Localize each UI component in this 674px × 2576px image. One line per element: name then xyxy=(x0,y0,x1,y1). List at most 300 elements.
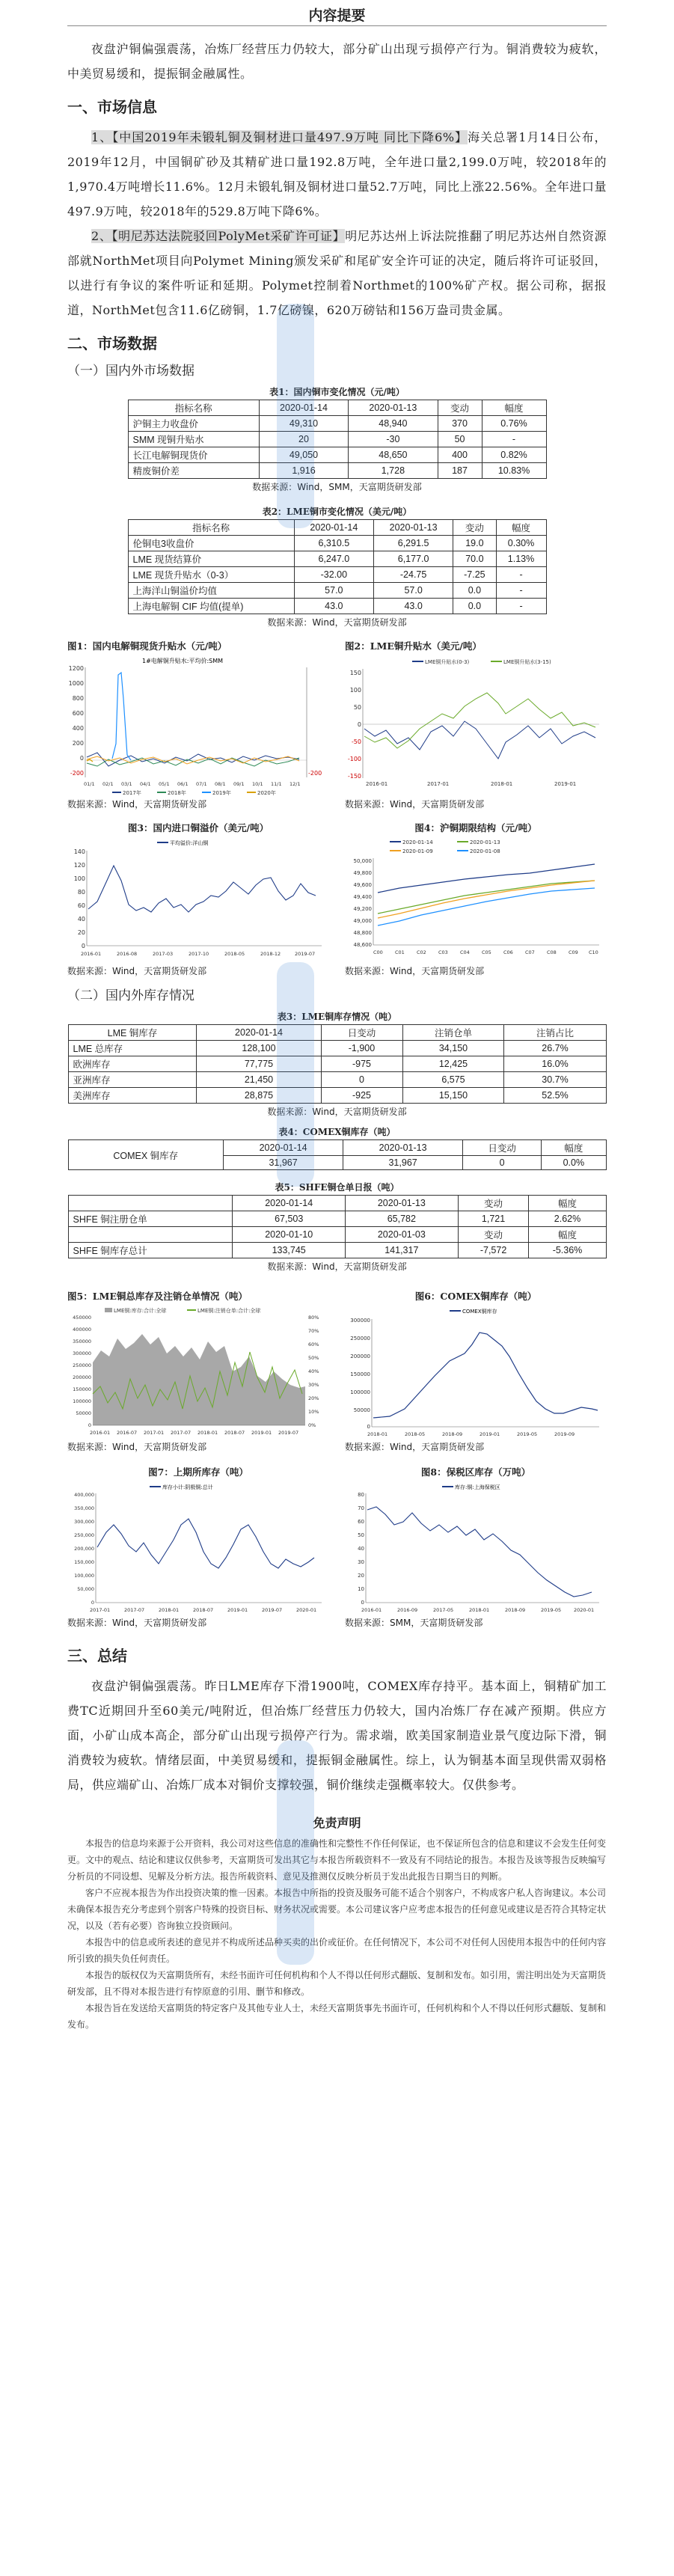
y-tick-right: 70% xyxy=(308,1328,319,1334)
y-tick: 1200 xyxy=(68,665,84,672)
x-tick: C03 xyxy=(438,949,448,955)
disclaimer-paragraph: 客户不应视本报告为作出投资决策的惟一因素。本报告中所指的投资及服务可能不适合个别客户，不构成客户私人咨询建议。本公司未确保本报告充分考虑到个别客户特殊的投资目标、财务状况或需要。本公司建议客户应考虑本报告的任何意见或建议是否符合其特定状况，以及（若有必要）咨询独立投资顾问。 xyxy=(67,1888,607,1931)
y-tick: 600 xyxy=(72,710,84,717)
y-tick: 48,600 xyxy=(353,942,372,948)
y-tick: 40 xyxy=(358,1546,364,1552)
y-tick: 50,000 xyxy=(77,1586,94,1592)
subsection-market-data: （一）国内外市场数据 xyxy=(67,364,194,379)
conclusion-text: 夜盘沪铜偏强震荡。昨日LME库存下滑1900吨，COMEX库存持平。基本面上，铜精矿加工费TC近期回升至60美元/吨附近，但冶炼厂经营压力仍较大，国内冶炼厂存在减产预期。供应方面，小矿山成本高企，部分矿山出现亏损停产行为。需求端，欧美国家制造业景气度边际下滑，铜消费较为疲软。情绪层面，中美贸易缓和，提振铜金融属性。综上，认为铜基本面呈现供需双弱格局，供应端矿山、冶炼厂成本对铜价支撑较强，铜价继续走强概率较大。仅供参考。 xyxy=(67,1679,607,1792)
x-tick: 01/1 xyxy=(84,781,95,787)
table1-source: 数据来源：Wind，SMM，天富期货研发部 xyxy=(252,482,422,492)
table-header: 指标名称 xyxy=(128,400,259,416)
section-summary: 三、总结 xyxy=(67,1647,127,1665)
table-cell: 12,425 xyxy=(402,1056,504,1072)
x-tick: 2016-09 xyxy=(397,1607,418,1613)
table-cell: 21,450 xyxy=(197,1072,321,1088)
x-tick: 2018-09 xyxy=(505,1607,526,1613)
table-row xyxy=(128,536,546,551)
y-tick: -200 xyxy=(70,770,84,777)
table-cell: 49,050 xyxy=(259,447,348,463)
y-tick: 200,000 xyxy=(74,1546,94,1552)
x-tick: 2018-01 xyxy=(159,1607,180,1613)
table-cell: 亚洲库存 xyxy=(68,1072,197,1088)
table-header: 日变动 xyxy=(321,1025,402,1041)
legend-label: 2018年 xyxy=(168,790,186,796)
x-tick: C00 xyxy=(373,949,383,955)
table-cell: -32.00 xyxy=(294,567,373,583)
table-shfe-warehouse xyxy=(68,1195,607,1258)
figure-1 xyxy=(67,639,329,810)
legend-label: 库存小计:阴极铜:总计 xyxy=(162,1484,213,1490)
y-tick: 0 xyxy=(88,1422,91,1428)
table-cell: 欧洲库存 xyxy=(68,1056,197,1072)
y-tick: 250,000 xyxy=(74,1532,94,1538)
table-header: 注销占比 xyxy=(504,1025,606,1041)
y-tick: 100000 xyxy=(73,1398,91,1404)
table-row xyxy=(128,551,546,567)
table2-source: 数据来源：Wind，天富期货研发部 xyxy=(267,617,407,628)
table-cell: 43.0 xyxy=(294,599,373,614)
table-row xyxy=(128,447,546,463)
figure-caption: 图8：保税区库存（万吨） xyxy=(420,1466,531,1478)
table-cell: 34,150 xyxy=(402,1041,504,1056)
y-tick: 50000 xyxy=(353,1407,370,1413)
table-header-row xyxy=(68,1227,606,1243)
table-cell: 52.5% xyxy=(504,1088,606,1104)
disclaimer-title: 免责声明 xyxy=(313,1816,361,1830)
table5-source: 数据来源：Wind，天富期货研发部 xyxy=(267,1261,407,1272)
y-tick: 400 xyxy=(72,725,84,732)
table1-caption: 表1：国内铜市变化情况（元/吨） xyxy=(269,387,405,397)
y-tick: 100000 xyxy=(350,1389,370,1395)
y-tick: 49,600 xyxy=(353,882,372,888)
x-tick: 2018-12 xyxy=(260,951,281,957)
table4-caption: 表4：COMEX铜库存（吨） xyxy=(278,1127,396,1137)
page-title: 内容提要 xyxy=(308,7,366,24)
x-tick: 2019-07 xyxy=(262,1607,283,1613)
figure-6 xyxy=(345,1289,607,1453)
table-cell: 1,916 xyxy=(259,463,348,479)
x-tick: 2020-01 xyxy=(574,1607,595,1613)
table-header: 注销仓单 xyxy=(402,1025,504,1041)
x-tick: 2017-01 xyxy=(144,1430,165,1436)
y-tick-right: 80% xyxy=(308,1315,319,1321)
y-tick: 1000 xyxy=(68,680,84,687)
table-cell: - xyxy=(482,432,546,447)
y-tick: 200000 xyxy=(73,1374,91,1380)
table-cell: 0.82% xyxy=(482,447,546,463)
table-header: 2020-01-10 xyxy=(233,1227,346,1243)
y-tick: 80 xyxy=(358,1492,364,1498)
y-tick: 450000 xyxy=(73,1315,91,1321)
table-cell: -1,900 xyxy=(321,1041,402,1056)
legend-label: LME铜升贴水(0-3) xyxy=(425,659,470,665)
table-row xyxy=(68,1056,606,1072)
table-domestic-copper xyxy=(128,400,547,479)
legend-label: 2020年 xyxy=(257,790,276,796)
table-header: COMEX 铜库存 xyxy=(68,1140,224,1170)
table-cell: 187 xyxy=(438,463,482,479)
y-tick: -100 xyxy=(347,756,361,762)
x-tick: 2018-01 xyxy=(367,1431,388,1437)
x-tick: C08 xyxy=(547,949,557,955)
table-header: 2020-01-13 xyxy=(343,1140,463,1156)
x-tick: C10 xyxy=(589,949,598,955)
table-cell: - xyxy=(496,583,546,599)
table-row xyxy=(128,599,546,614)
y-tick: -150 xyxy=(347,773,361,780)
y-tick: 48,800 xyxy=(353,930,372,936)
y-tick: 350000 xyxy=(73,1339,91,1344)
table-comex-inventory xyxy=(68,1139,607,1170)
table-header: LME 铜库存 xyxy=(68,1025,197,1041)
y-tick-right: -200 xyxy=(308,770,322,777)
table-row xyxy=(68,1088,606,1104)
table-cell: 15,150 xyxy=(402,1088,504,1104)
y-tick: 50,000 xyxy=(353,858,372,864)
x-tick: 2018-09 xyxy=(442,1431,463,1437)
subsection-inventory: （二）国内外库存情况 xyxy=(67,988,194,1003)
figure-2 xyxy=(345,639,607,810)
table-cell: 6,247.0 xyxy=(294,551,373,567)
table-cell: -5.36% xyxy=(529,1243,606,1258)
table-header: 2020-01-13 xyxy=(349,400,438,416)
y-tick: 20 xyxy=(358,1573,364,1579)
x-tick: 12/1 xyxy=(289,781,301,787)
y-tick-right: 50% xyxy=(308,1355,319,1361)
x-tick: C04 xyxy=(460,949,470,955)
table-lme-inventory xyxy=(68,1024,607,1104)
y-tick: 120 xyxy=(73,862,85,869)
figure-source: 数据来源：Wind，天富期货研发部 xyxy=(67,799,207,810)
disclaimer-paragraph: 本报告的信息均来源于公开资料，我公司对这些信息的准确性和完整性不作任何保证，也不保证所包含的信息和建议不会发生任何变更。文中的观点、结论和建议仅供参考，天富期货可发出其它与本报告所载资料不一致及有不同结论的报告。本报告及该等报告反映编写分析员的不同设想、见解及分析方法。报告所载资料、意见及推测仅反映分析员于发出此报告日期当日的判断。 xyxy=(67,1838,607,1882)
y-tick: 49,400 xyxy=(353,894,372,900)
table5-caption: 表5：SHFE铜仓单日报（吨） xyxy=(275,1182,399,1193)
series-lme-0-3 xyxy=(364,721,595,759)
x-tick: 2017-01 xyxy=(90,1607,111,1613)
x-tick: 10/1 xyxy=(252,781,263,787)
table-cell: 6,575 xyxy=(402,1072,504,1088)
y-tick: 50000 xyxy=(76,1410,91,1416)
figure-source: 数据来源：Wind，天富期货研发部 xyxy=(67,966,207,976)
table-cell: 141,317 xyxy=(346,1243,459,1258)
chart-spot-premium xyxy=(67,654,329,796)
area-lme-stock xyxy=(93,1334,305,1425)
table-header: 指标名称 xyxy=(128,520,294,536)
figure-5 xyxy=(67,1289,329,1453)
y-tick-right: 60% xyxy=(308,1341,319,1347)
table-header: 2020-01-14 xyxy=(233,1196,346,1211)
table-cell: 128,100 xyxy=(197,1041,321,1056)
x-tick: 2017-07 xyxy=(171,1430,192,1436)
table-header-row xyxy=(128,400,546,416)
figure-caption: 图5：LME铜总库存及注销仓单情况（吨） xyxy=(67,1291,248,1302)
table-header: 幅度 xyxy=(529,1196,606,1211)
table-cell: 伦铜电3收盘价 xyxy=(128,536,294,551)
y-tick: 350,000 xyxy=(74,1505,94,1511)
table-cell: 美洲库存 xyxy=(68,1088,197,1104)
y-tick: 49,200 xyxy=(353,906,372,912)
table-cell: 6,177.0 xyxy=(373,551,453,567)
x-tick: 2019-01 xyxy=(251,1430,272,1436)
y-tick: 50 xyxy=(353,704,361,711)
table-cell: 50 xyxy=(438,432,482,447)
legend-swatch xyxy=(105,1308,112,1312)
table-cell: 上海电解铜 CIF 均值(提单) xyxy=(128,599,294,614)
table-cell: - xyxy=(496,567,546,583)
x-tick: 2018-01 xyxy=(491,781,513,787)
news-text: 明尼苏达州上诉法院推翻了明尼苏达州自然资源部就NorthMet项目向Polymet Mining颁发采矿和尾矿安全许可证的决定，随后将许可证驳回，以进行有争议的案件听证和延期。Polymet控制着Northmet的100%矿产权。据公司称，据报道，NorthMet包含11.6亿磅铜，1.7亿磅镍，620万磅钴和156万盎司贵金属。 xyxy=(67,229,607,317)
table-cell: 65,782 xyxy=(346,1211,459,1227)
figure-caption: 图6：COMEX铜库存（吨） xyxy=(414,1291,537,1302)
table-cell: 49,310 xyxy=(259,416,348,432)
chart-lme-stock xyxy=(67,1304,329,1439)
y-tick: 49,000 xyxy=(353,918,372,924)
figure-caption: 图2：LME铜升贴水（美元/吨） xyxy=(345,640,482,652)
table-header: 变动 xyxy=(458,1227,529,1243)
y-tick: 50 xyxy=(358,1532,364,1538)
x-tick: 2016-01 xyxy=(90,1430,111,1436)
x-tick: 2018-05 xyxy=(224,951,245,957)
figure-row-1 xyxy=(67,639,607,810)
y-tick: 250000 xyxy=(73,1362,91,1368)
y-tick: 150000 xyxy=(350,1371,370,1377)
table-row xyxy=(68,1072,606,1088)
figure-caption: 图3：国内进口铜溢价（美元/吨） xyxy=(127,822,269,833)
y-tick-right: 30% xyxy=(308,1382,319,1388)
series-0113 xyxy=(378,881,595,914)
y-tick: 100 xyxy=(73,875,85,882)
table-cell: 16.0% xyxy=(504,1056,606,1072)
table3-caption: 表3：LME铜库存情况（吨） xyxy=(277,1012,397,1022)
y-tick: 20 xyxy=(77,929,85,936)
figure-source: 数据来源：Wind，天富期货研发部 xyxy=(345,966,485,976)
legend-label: LME铜:注销仓单:合计:全球 xyxy=(197,1308,261,1314)
y-tick-right: 40% xyxy=(308,1368,319,1374)
table-cell: 48,650 xyxy=(349,447,438,463)
table-cell: 0 xyxy=(321,1072,402,1088)
table-header: 2020-01-13 xyxy=(346,1196,459,1211)
x-tick: 2017-01 xyxy=(427,781,450,787)
table-cell: 70.0 xyxy=(453,551,496,567)
table-header: 变动 xyxy=(438,400,482,416)
table-cell: -30 xyxy=(349,432,438,447)
table-cell: LME 现货结算价 xyxy=(128,551,294,567)
figure-7 xyxy=(67,1465,329,1629)
table-header-row xyxy=(68,1140,606,1156)
figure-source: 数据来源：Wind，天富期货研发部 xyxy=(67,1618,207,1628)
table-header: 幅度 xyxy=(482,400,546,416)
legend-label: 库存:铜:上海保税区 xyxy=(455,1484,500,1490)
x-tick: 2019-01 xyxy=(480,1431,500,1437)
news-item-1 xyxy=(67,125,607,224)
x-tick: 2019-01 xyxy=(227,1607,248,1613)
y-tick: 400,000 xyxy=(74,1492,94,1498)
news-lead: 2、【明尼苏达法院驳回PolyMet采矿许可证】 xyxy=(91,229,346,243)
table-cell: -925 xyxy=(321,1088,402,1104)
x-tick: C05 xyxy=(482,949,491,955)
y-tick-right: 20% xyxy=(308,1395,319,1401)
news-lead: 1、【中国2019年未锻轧铜及铜材进口量497.9万吨 同比下降6%】 xyxy=(91,130,468,144)
legend-label: 2020-01-08 xyxy=(470,848,500,854)
y-tick: 80 xyxy=(77,889,85,896)
figure-row-3 xyxy=(67,1289,607,1453)
table-cell: 26.7% xyxy=(504,1041,606,1056)
table-cell: 28,875 xyxy=(197,1088,321,1104)
series-0114 xyxy=(378,864,595,893)
y-tick: 0 xyxy=(79,755,84,762)
table-cell: 43.0 xyxy=(373,599,453,614)
table-cell: LME 现货升贴水（0-3） xyxy=(128,567,294,583)
x-tick: 2018-01 xyxy=(469,1607,490,1613)
table-row xyxy=(128,567,546,583)
figure-caption: 图1：国内电解铜现货升贴水（元/吨） xyxy=(67,640,227,652)
figure-caption: 图7：上期所库存（吨） xyxy=(148,1466,248,1478)
table-header-row xyxy=(68,1025,606,1041)
table-cell: 0.30% xyxy=(496,536,546,551)
table-header: 日变动 xyxy=(463,1140,542,1156)
y-tick: 60 xyxy=(77,902,85,909)
y-tick: 60 xyxy=(358,1519,364,1525)
x-tick: 2017-10 xyxy=(189,951,209,957)
y-tick: 0 xyxy=(357,721,361,728)
y-tick: 300000 xyxy=(73,1350,91,1356)
table-cell: 0.76% xyxy=(482,416,546,432)
table-cell: 30.7% xyxy=(504,1072,606,1088)
table-cell: 0.0 xyxy=(453,599,496,614)
y-tick: 200 xyxy=(72,740,84,747)
x-tick: 08/1 xyxy=(215,781,226,787)
x-tick: 2019-05 xyxy=(541,1607,562,1613)
table-cell: 57.0 xyxy=(373,583,453,599)
x-tick: 2018-07 xyxy=(224,1430,245,1436)
x-tick: 05/1 xyxy=(159,781,170,787)
figure-4 xyxy=(345,821,607,977)
chart-shfe-stock xyxy=(67,1480,329,1615)
y-tick: 10 xyxy=(358,1586,364,1592)
y-tick: 0 xyxy=(81,943,85,949)
table-cell: 57.0 xyxy=(294,583,373,599)
chart-term-structure xyxy=(345,836,607,963)
table-cell: 长江电解铜现货价 xyxy=(128,447,259,463)
legend-label: LME铜:库存:合计:全球 xyxy=(114,1308,167,1314)
table-header-row xyxy=(68,1196,606,1211)
table-header: 幅度 xyxy=(496,520,546,536)
x-tick: 2016-07 xyxy=(117,1430,138,1436)
y-tick: 250000 xyxy=(350,1336,370,1341)
x-tick: C02 xyxy=(417,949,426,955)
x-tick: 2018-05 xyxy=(405,1431,426,1437)
table-cell: 精废铜价差 xyxy=(128,463,259,479)
table-header: 变动 xyxy=(453,520,496,536)
y-tick: 800 xyxy=(72,695,84,702)
table-cell: 77,775 xyxy=(197,1056,321,1072)
x-tick: 09/1 xyxy=(233,781,245,787)
x-tick: C07 xyxy=(525,949,535,955)
table-header: 2020-01-14 xyxy=(224,1140,343,1156)
x-tick: 06/1 xyxy=(177,781,189,787)
chart-import-premium xyxy=(67,836,329,963)
table-cell: -975 xyxy=(321,1056,402,1072)
table-cell: 10.83% xyxy=(482,463,546,479)
x-tick: 2016-01 xyxy=(81,951,102,957)
table-header-row xyxy=(128,520,546,536)
x-tick: 2017-05 xyxy=(433,1607,454,1613)
figure-source: 数据来源：Wind，天富期货研发部 xyxy=(345,1442,485,1452)
disclaimer-paragraph: 本报告的版权仅为天富期货所有，未经书面许可任何机构和个人不得以任何形式翻版、复制和发布。如引用，需注明出处为天富期货研发部，且不得对本报告进行有悖原意的引用、删节和修改。 xyxy=(67,1970,607,1997)
y-tick: 100 xyxy=(349,687,361,694)
table-cell: -7,572 xyxy=(458,1243,529,1258)
table-cell: -24.75 xyxy=(373,567,453,583)
x-tick: 2017-03 xyxy=(153,951,174,957)
table-cell: - xyxy=(496,599,546,614)
series-comex xyxy=(373,1333,598,1418)
table-cell: SHFE 铜注册仓单 xyxy=(68,1211,233,1227)
x-tick: 2016-01 xyxy=(366,781,388,787)
x-tick: 2018-07 xyxy=(193,1607,214,1613)
x-tick: 2016-08 xyxy=(117,951,138,957)
x-tick: C01 xyxy=(395,949,405,955)
x-tick: 2019-01 xyxy=(554,781,577,787)
table-header: 幅度 xyxy=(542,1140,606,1156)
table-cell: 400 xyxy=(438,447,482,463)
chart-bonded-stock xyxy=(345,1480,607,1615)
y-tick: 300,000 xyxy=(74,1519,94,1525)
x-tick: 2016-01 xyxy=(361,1607,382,1613)
table-lme-copper xyxy=(128,519,547,614)
series-2020 xyxy=(87,759,93,762)
title-divider xyxy=(67,25,607,26)
x-tick: 2019-05 xyxy=(517,1431,538,1437)
y-tick: 40 xyxy=(77,916,85,923)
y-tick: 140 xyxy=(73,848,85,855)
table-header: 2020-01-14 xyxy=(197,1025,321,1041)
y-tick: 200000 xyxy=(350,1353,370,1359)
table-cell: 上海洋山铜溢价均值 xyxy=(128,583,294,599)
table-header: 2020-01-14 xyxy=(294,520,373,536)
table-row xyxy=(68,1041,606,1056)
figure-3 xyxy=(67,821,329,977)
table-header: 变动 xyxy=(458,1196,529,1211)
table-cell: 19.0 xyxy=(453,536,496,551)
y-tick: 400000 xyxy=(73,1327,91,1333)
y-tick: 30 xyxy=(358,1559,364,1565)
section-market-info: 一、市场信息 xyxy=(67,98,157,116)
x-tick: 03/1 xyxy=(121,781,132,787)
table2-caption: 表2：LME铜市变化情况（美元/吨） xyxy=(262,507,412,517)
legend-label: COMEX铜库存 xyxy=(462,1309,497,1315)
x-tick: 2019-09 xyxy=(554,1431,575,1437)
y-tick: 0 xyxy=(361,1600,364,1606)
table-cell: 31,967 xyxy=(224,1156,343,1170)
legend-label: 平均溢价:洋山铜 xyxy=(170,840,209,846)
table-cell: SHFE 铜库存总计 xyxy=(68,1243,233,1258)
table-header: 2020-01-14 xyxy=(259,400,348,416)
disclaimer-paragraph: 本报告中的信息或所表述的意见并不构成所述品种买卖的出价或征价。在任何情况下，本公司不对任何人因使用本报告中的任何内容所引致的损失负任何责任。 xyxy=(67,1937,607,1964)
y-tick: 300000 xyxy=(350,1318,370,1324)
y-tick: 150 xyxy=(349,670,361,676)
figure-caption: 图4：沪铜期限结构（元/吨） xyxy=(414,822,537,833)
table-header: 2020-01-13 xyxy=(373,520,453,536)
y-tick: -50 xyxy=(351,738,361,745)
y-tick: 150000 xyxy=(73,1386,91,1392)
table-row xyxy=(68,1243,606,1258)
table-cell: 1,721 xyxy=(458,1211,529,1227)
x-tick: 2019-07 xyxy=(278,1430,299,1436)
disclaimer-paragraph: 本报告旨在发送给天富期货的特定客户及其他专业人士，未经天富期货事先书面许可，任何机构和个人不得以任何形式翻版、复制和发布。 xyxy=(67,2003,607,2030)
chart-comex-stock xyxy=(345,1304,607,1439)
series-shfe xyxy=(97,1519,314,1568)
